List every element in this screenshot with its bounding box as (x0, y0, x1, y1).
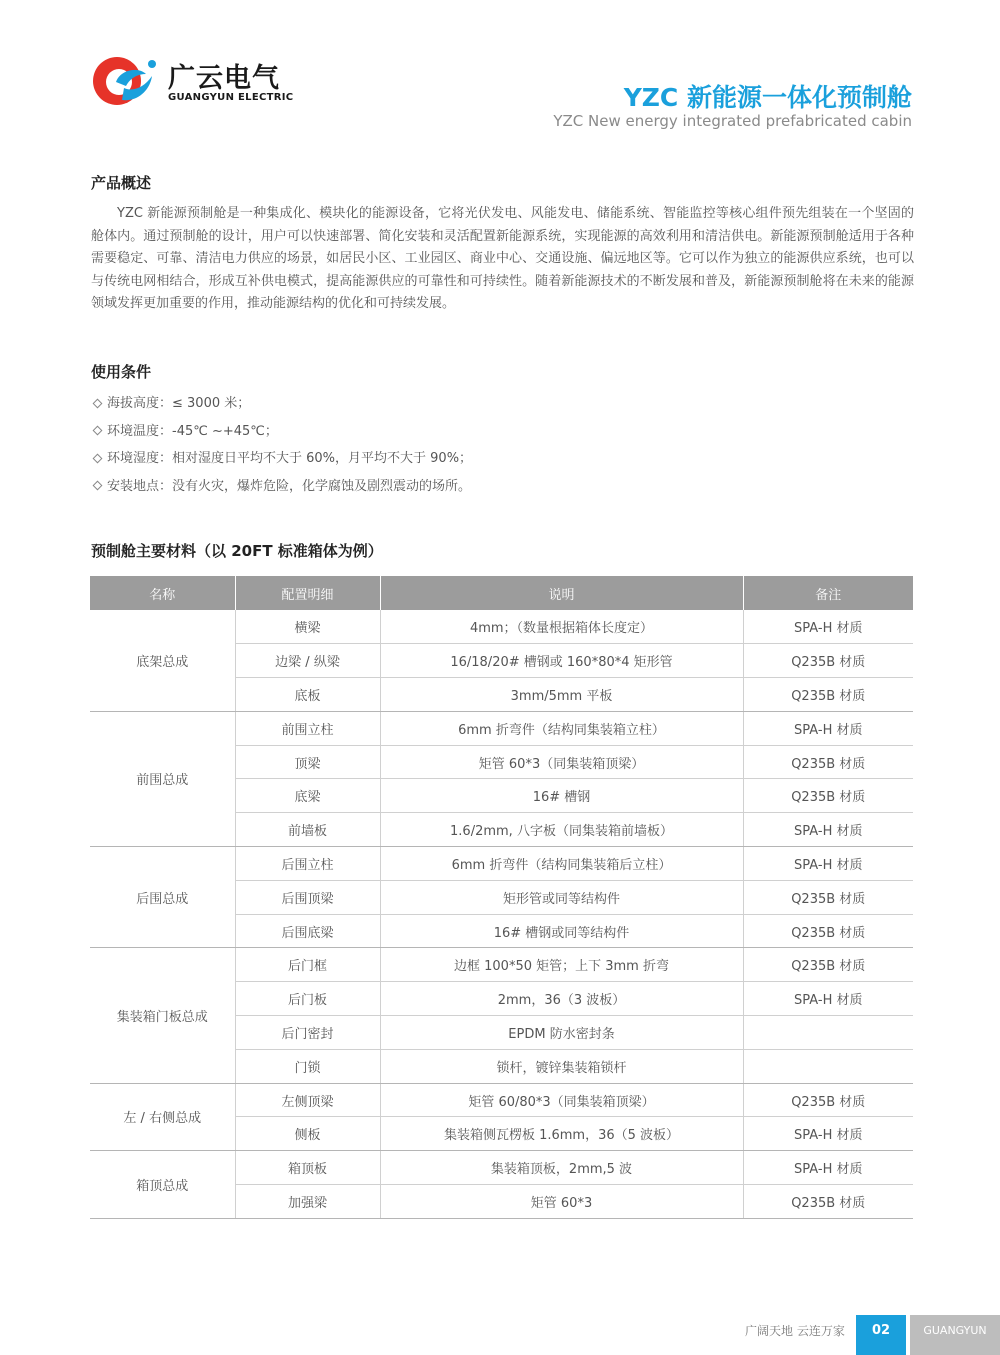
note-cell: Q235B 材质 (743, 914, 913, 948)
desc-cell: 6mm 折弯件（结构同集装箱立柱） (380, 711, 743, 745)
note-cell (743, 1016, 913, 1050)
condition-item: 安装地点：没有火灾，爆炸危险，化学腐蚀及剧烈震动的场所。 (91, 475, 472, 503)
group-name-cell: 后围总成 (90, 847, 235, 948)
config-cell: 底板 (235, 678, 380, 712)
note-cell: Q235B 材质 (743, 1185, 913, 1219)
desc-cell: 集装箱侧瓦楞板 1.6mm，36（5 波板） (380, 1117, 743, 1151)
materials-heading: 预制舱主要材料（以 20FT 标准箱体为例） (91, 542, 383, 560)
config-cell: 后围顶梁 (235, 880, 380, 914)
diamond-bullet-icon (93, 481, 103, 491)
group-name-cell: 前围总成 (90, 711, 235, 846)
note-cell: SPA-H 材质 (743, 813, 913, 847)
note-cell: Q235B 材质 (743, 745, 913, 779)
desc-cell: 锁杆，镀锌集装箱锁杆 (380, 1049, 743, 1083)
diamond-bullet-icon (93, 426, 103, 436)
config-cell: 箱顶板 (235, 1151, 380, 1185)
note-cell: SPA-H 材质 (743, 711, 913, 745)
desc-cell: EPDM 防水密封条 (380, 1016, 743, 1050)
col-header-config: 配置明细 (235, 576, 380, 610)
note-cell: Q235B 材质 (743, 678, 913, 712)
config-cell: 横梁 (235, 610, 380, 644)
diamond-bullet-icon (93, 398, 103, 408)
config-cell: 侧板 (235, 1117, 380, 1151)
config-cell: 后门板 (235, 982, 380, 1016)
config-cell: 边梁 / 纵梁 (235, 644, 380, 678)
config-cell: 前围立柱 (235, 711, 380, 745)
group-name-cell: 底架总成 (90, 610, 235, 711)
desc-cell: 6mm 折弯件（结构同集装箱后立柱） (380, 847, 743, 881)
desc-cell: 矩管 60*3（同集装箱顶梁） (380, 745, 743, 779)
table-header-row (90, 576, 913, 610)
note-cell: Q235B 材质 (743, 779, 913, 813)
config-cell: 加强梁 (235, 1185, 380, 1219)
config-cell: 左侧顶梁 (235, 1083, 380, 1117)
config-cell: 门锁 (235, 1049, 380, 1083)
desc-cell: 16# 槽钢或同等结构件 (380, 914, 743, 948)
note-cell: Q235B 材质 (743, 1083, 913, 1117)
note-cell: Q235B 材质 (743, 644, 913, 678)
materials-table (90, 576, 913, 1219)
desc-cell: 1.6/2mm, 八字板（同集装箱前墙板） (380, 813, 743, 847)
table-row (90, 610, 913, 644)
footer-brand: GUANGYUN (910, 1315, 1000, 1355)
config-cell: 底梁 (235, 779, 380, 813)
page-subtitle: YZC New energy integrated prefabricated cabin (553, 112, 912, 130)
table-row (90, 1083, 913, 1117)
table-row (90, 711, 913, 745)
table-row (90, 847, 913, 881)
note-cell (743, 1049, 913, 1083)
desc-cell: 2mm，36（3 波板） (380, 982, 743, 1016)
desc-cell: 16/18/20# 槽钢或 160*80*4 矩形管 (380, 644, 743, 678)
note-cell: SPA-H 材质 (743, 1151, 913, 1185)
condition-item: 海拔高度：≤ 3000 米； (91, 392, 472, 420)
desc-cell: 16# 槽钢 (380, 779, 743, 813)
table-row (90, 1151, 913, 1185)
logo-emblem-icon (90, 52, 160, 112)
group-name-cell: 箱顶总成 (90, 1151, 235, 1219)
note-cell: SPA-H 材质 (743, 1117, 913, 1151)
condition-item: 环境温度：-45℃ ~+45℃； (91, 420, 472, 448)
logo-name-en: GUANGYUN ELECTRIC (168, 92, 294, 103)
desc-cell: 3mm/5mm 平板 (380, 678, 743, 712)
col-header-name: 名称 (90, 576, 235, 610)
desc-cell: 4mm；（数量根据箱体长度定） (380, 610, 743, 644)
overview-heading: 产品概述 (91, 174, 152, 192)
table-row (90, 948, 913, 982)
page-number: 02 (856, 1315, 906, 1355)
group-name-cell: 集装箱门板总成 (90, 948, 235, 1083)
conditions-list (91, 392, 472, 502)
diamond-bullet-icon (93, 453, 103, 463)
note-cell: SPA-H 材质 (743, 982, 913, 1016)
col-header-note: 备注 (743, 576, 913, 610)
page-title: YZC 新能源一体化预制舱 (623, 83, 912, 112)
config-cell: 后门密封 (235, 1016, 380, 1050)
desc-cell: 矩形管或同等结构件 (380, 880, 743, 914)
col-header-desc: 说明 (380, 576, 743, 610)
config-cell: 后围底梁 (235, 914, 380, 948)
desc-cell: 集装箱顶板，2mm,5 波 (380, 1151, 743, 1185)
overview-text: YZC 新能源预制舱是一种集成化、模块化的能源设备，它将光伏发电、风能发电、储能系统、智能监控等核心组件预先组装在一个坚固的舱体内。通过预制舱的设计，用户可以快速部署、简化安装和灵活配置新能源系统，实现能源的高效利用和清洁供电。新能源预制舱适用于各种需要稳定、可靠、清洁电力供应的场景，如居民小区、工业园区、商业中心、交通设施、偏远地区等。它可以作为独立的能源供应系统，也可以与传统电网相结合，形成互补供电模式，提高能源供应的可靠性和可持续性。随着新能源技术的不断发展和普及，新能源预制舱将在未来的能源领域发挥更加重要的作用，推动能源结构的优化和可持续发展。 (91, 206, 914, 311)
condition-item: 环境湿度：相对湿度日平均不大于 60%，月平均不大于 90%； (91, 447, 472, 475)
config-cell: 前墙板 (235, 813, 380, 847)
config-cell: 后围立柱 (235, 847, 380, 881)
note-cell: SPA-H 材质 (743, 847, 913, 881)
conditions-heading: 使用条件 (91, 363, 152, 381)
footer-slogan: 广阔天地 云连万家 (745, 1324, 845, 1338)
company-logo (90, 52, 300, 114)
desc-cell: 边框 100*50 矩管；上下 3mm 折弯 (380, 948, 743, 982)
group-name-cell: 左 / 右侧总成 (90, 1083, 235, 1151)
config-cell: 后门框 (235, 948, 380, 982)
materials-table-body (90, 610, 913, 1218)
note-cell: Q235B 材质 (743, 948, 913, 982)
config-cell: 顶梁 (235, 745, 380, 779)
logo-name-cn: 广云电气 (168, 63, 280, 94)
desc-cell: 矩管 60*3 (380, 1185, 743, 1219)
desc-cell: 矩管 60/80*3（同集装箱顶梁） (380, 1083, 743, 1117)
note-cell: Q235B 材质 (743, 880, 913, 914)
note-cell: SPA-H 材质 (743, 610, 913, 644)
